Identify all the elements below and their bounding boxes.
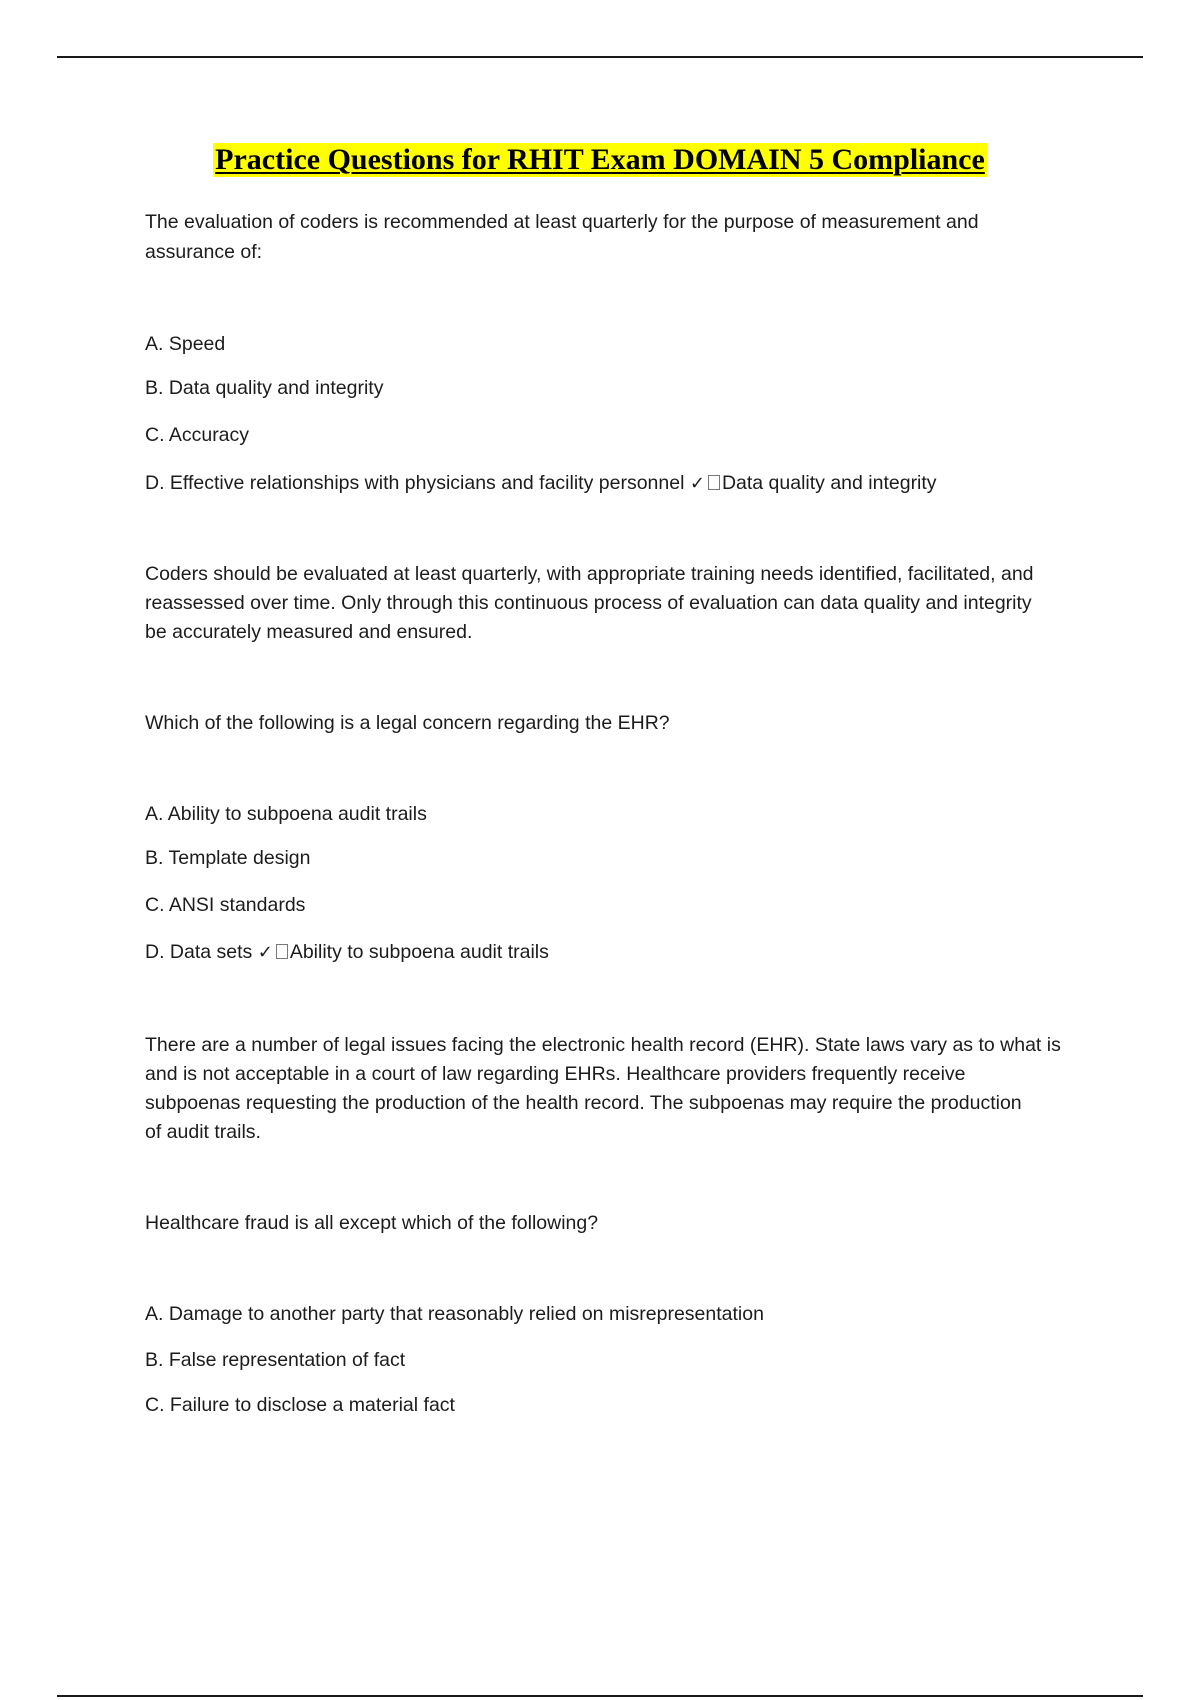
question-1-option-c: C. Accuracy — [145, 424, 250, 446]
missing-glyph-box-icon — [276, 944, 288, 959]
top-horizontal-rule — [57, 56, 1143, 58]
question-1-answer: Data quality and integrity — [721, 472, 937, 494]
checkmark-icon: ✓ — [689, 473, 705, 494]
question-1-explanation-line-2: reassessed over time. Only through this continuous process of evaluation can data quality and integrity — [145, 592, 1032, 614]
question-1-explanation-line-3: be accurately measured and ensured. — [145, 621, 473, 643]
missing-glyph-box-icon — [708, 475, 720, 490]
question-3-prompt-line-1: Healthcare fraud is all except which of the following? — [145, 1212, 599, 1234]
page-title: Practice Questions for RHIT Exam DOMAIN 5 Compliance — [215, 143, 985, 176]
question-2-option-b: B. Template design — [145, 847, 311, 869]
question-1-option-d: D. Effective relationships with physicians and facility personnel — [145, 472, 685, 494]
question-3-option-a: A. Damage to another party that reasonably relied on misrepresentation — [145, 1303, 764, 1325]
bottom-horizontal-rule — [57, 1695, 1143, 1697]
question-2-option-a: A. Ability to subpoena audit trails — [145, 803, 427, 825]
question-3-option-c: C. Failure to disclose a material fact — [145, 1394, 455, 1416]
question-2-option-d: D. Data sets — [145, 941, 253, 963]
question-2-option-c: C. ANSI standards — [145, 894, 306, 916]
question-2-explanation-line-2: and is not acceptable in a court of law regarding EHRs. Healthcare providers frequently receive — [145, 1063, 966, 1085]
question-1-explanation-line-1: Coders should be evaluated at least quarterly, with appropriate training needs identified, facilitated, and — [145, 563, 1034, 585]
question-3-option-b: B. False representation of fact — [145, 1349, 406, 1371]
question-2-explanation-line-4: of audit trails. — [145, 1121, 261, 1143]
question-1-prompt-line-2: assurance of: — [145, 241, 263, 263]
question-2-option-d-row — [145, 938, 1095, 967]
question-2-explanation-line-1: There are a number of legal issues facing the electronic health record (EHR). State laws vary as to what is — [145, 1034, 1061, 1056]
question-1-prompt-line-1: The evaluation of coders is recommended at least quarterly for the purpose of measurement and — [145, 211, 979, 233]
checkmark-icon: ✓ — [257, 942, 273, 963]
title-container — [0, 143, 1200, 177]
question-1-option-d-row — [145, 469, 1095, 498]
question-1-option-a: A. Speed — [145, 333, 226, 355]
question-1-option-b: B. Data quality and integrity — [145, 377, 384, 399]
question-2-answer: Ability to subpoena audit trails — [289, 941, 549, 963]
question-2-prompt-line-1: Which of the following is a legal concern regarding the EHR? — [145, 712, 670, 734]
question-2-explanation-line-3: subpoenas requesting the production of the health record. The subpoenas may require the production — [145, 1092, 1022, 1114]
